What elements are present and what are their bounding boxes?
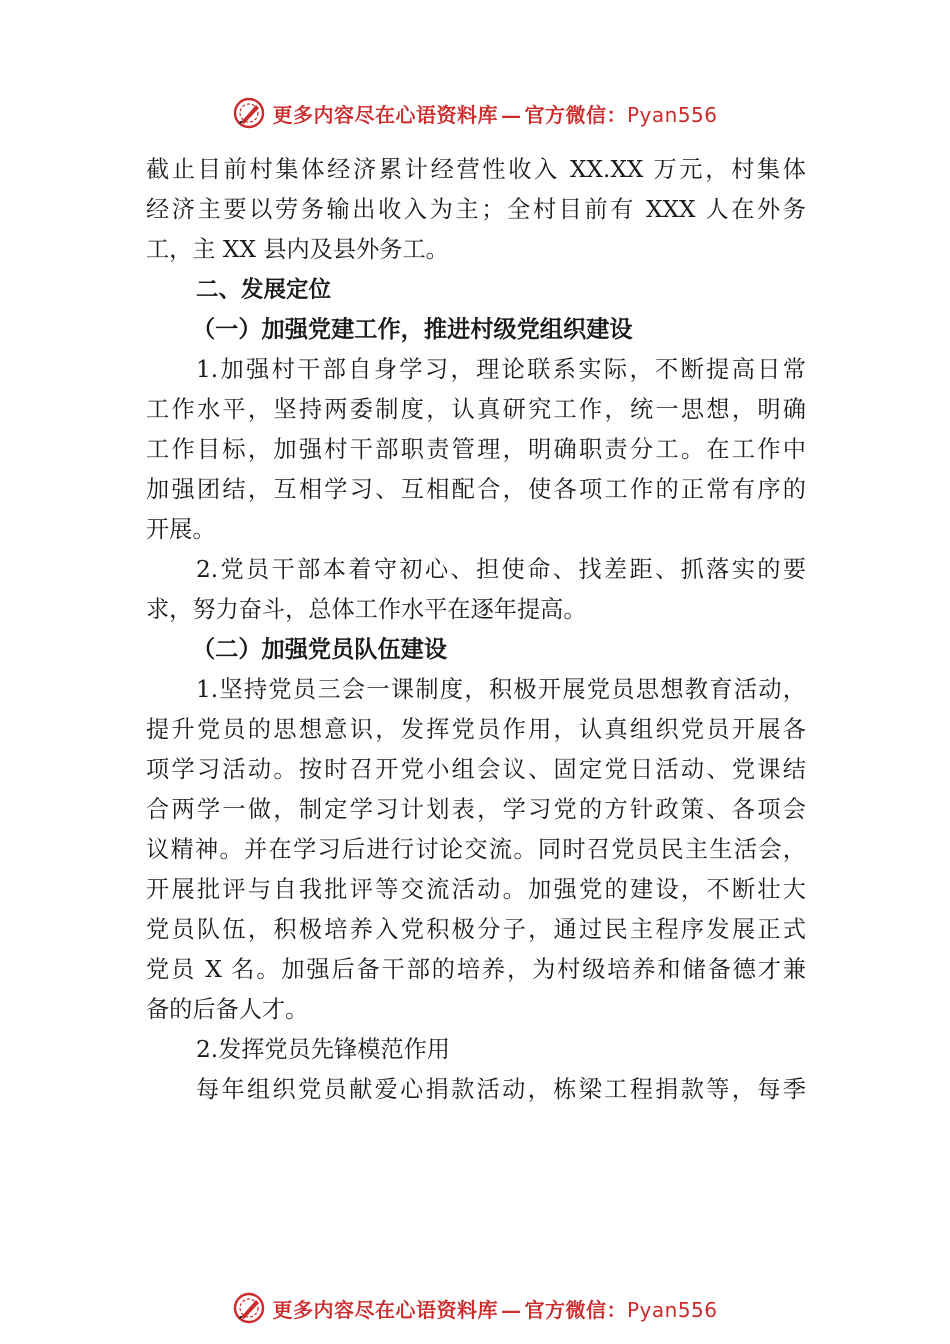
banner-title: 更多内容尽在心语资料库 [272, 102, 498, 127]
banner-text [272, 99, 717, 128]
paragraph-line: 截止目前村集体经济累计经营性收入 XX.XX 万元，村集体 [146, 156, 806, 183]
footer-banner [0, 1288, 950, 1328]
banner-contact: Pyan556 [626, 102, 718, 127]
paragraph-line: 议精神。并在学习后进行讨论交流。同时召党员民主生活会， [146, 836, 806, 863]
brush-logo-icon [232, 1291, 266, 1325]
paragraph-line: 党员 X 名。加强后备干部的培养，为村级培养和储备德才兼 [146, 956, 806, 983]
paragraph-line: 2.党员干部本着守初心、担使命、找差距、抓落实的要 [196, 556, 806, 583]
paragraph-line: 开展批评与自我批评等交流活动。加强党的建设，不断壮大 [146, 876, 806, 903]
banner-contact: Pyan556 [626, 1297, 718, 1322]
banner-title: 更多内容尽在心语资料库 [272, 1297, 498, 1322]
paragraph-line: 党员队伍，积极培养入党积极分子，通过民主程序发展正式 [146, 916, 806, 943]
paragraph-line: 工作目标，加强村干部职责管理，明确职责分工。在工作中 [146, 436, 806, 463]
brush-logo-icon [232, 96, 266, 130]
paragraph-line: 项学习活动。按时召开党小组会议、固定党日活动、党课结 [146, 756, 806, 783]
paragraph-line: 开展。 [146, 516, 216, 543]
header-banner [0, 93, 950, 133]
banner-label: 官方微信： [524, 102, 627, 127]
paragraph-line: 1.加强村干部自身学习，理论联系实际，不断提高日常 [196, 356, 806, 383]
paragraph-line: 1.坚持党员三会一课制度，积极开展党员思想教育活动， [196, 676, 806, 703]
banner-text [272, 1294, 717, 1323]
paragraph-line: 2.发挥党员先锋模范作用 [196, 1036, 450, 1063]
paragraph-line: 提升党员的思想意识，发挥党员作用，认真组织党员开展各 [146, 716, 806, 743]
banner-separator: — [500, 1297, 522, 1322]
banner-separator: — [500, 102, 522, 127]
subsection-heading: （一）加强党建工作，推进村级党组织建设 [192, 316, 633, 343]
paragraph-line: 求，努力奋斗，总体工作水平在逐年提高。 [146, 596, 587, 623]
paragraph-line: 加强团结，互相学习、互相配合，使各项工作的正常有序的 [146, 476, 806, 503]
paragraph-line: 工作水平，坚持两委制度，认真研究工作，统一思想，明确 [146, 396, 806, 423]
document-body [146, 150, 806, 1110]
subsection-heading: （二）加强党员队伍建设 [192, 636, 448, 663]
paragraph-line: 经济主要以劳务输出收入为主；全村目前有 XXX 人在外务 [146, 196, 806, 223]
paragraph-line: 合两学一做，制定学习计划表，学习党的方针政策、各项会 [146, 796, 806, 823]
banner-label: 官方微信： [524, 1297, 627, 1322]
section-heading: 二、发展定位 [196, 277, 332, 303]
paragraph-line: 每年组织党员献爱心捐款活动，栋梁工程捐款等，每季 [196, 1076, 806, 1103]
paragraph-line: 工，主 XX 县内及县外务工。 [146, 236, 449, 263]
paragraph-line: 备的后备人才。 [146, 996, 309, 1023]
